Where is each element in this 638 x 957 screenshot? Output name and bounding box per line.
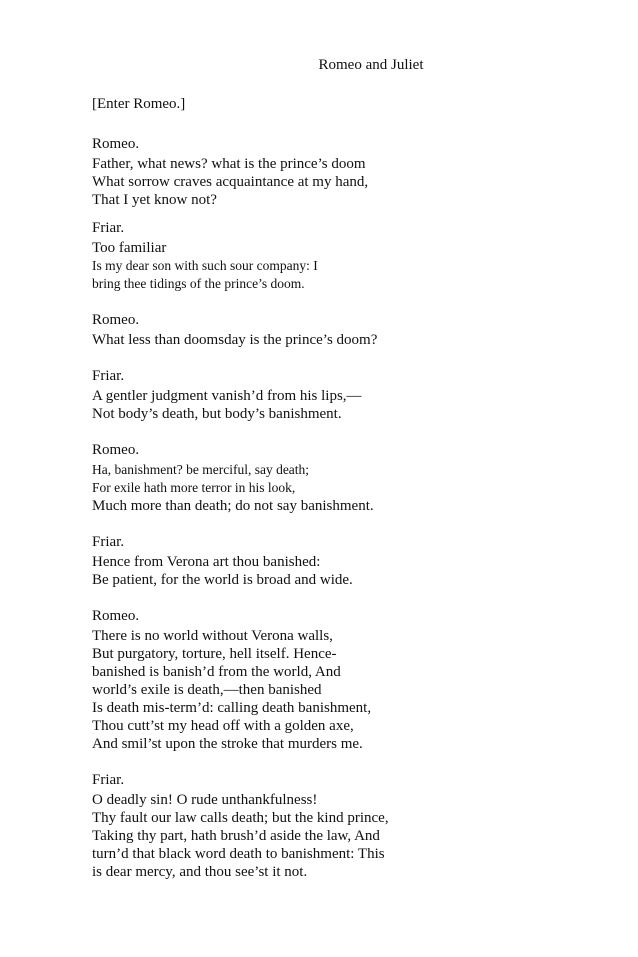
speech-block — [92, 770, 592, 881]
speech-block — [92, 218, 592, 293]
verse-line: There is no world without Verona walls, — [92, 628, 333, 644]
verse-line: A gentler judgment vanish’d from his lips,— — [92, 388, 362, 404]
speaker-name: Romeo. — [92, 608, 140, 624]
verse-line: Hence from Verona art thou banished: — [92, 554, 321, 570]
verse-line: Father, what news? what is the prince’s doom — [92, 156, 366, 172]
verse-line: For exile hath more terror in his look, — [92, 480, 296, 495]
verse-line: That I yet know not? — [92, 192, 217, 208]
speech-block — [92, 440, 592, 515]
verse-line: Not body’s death, but body’s banishment. — [92, 406, 342, 422]
speech-block — [92, 134, 592, 209]
verse-line: O deadly sin! O rude unthankfulness! — [92, 792, 318, 808]
verse-line: What sorrow craves acquaintance at my hand, — [92, 174, 369, 190]
verse-line: is dear mercy, and thou see’st it not. — [92, 864, 308, 880]
verse-line: And smil’st upon the stroke that murders me. — [92, 736, 363, 752]
speaker-name: Romeo. — [92, 442, 140, 458]
speaker-name: Friar. — [92, 772, 125, 788]
speaker-name: Friar. — [92, 534, 125, 550]
verse-line: bring thee tidings of the prince’s doom. — [92, 276, 305, 291]
page-title: Romeo and Juliet — [318, 57, 424, 73]
speaker-name: Romeo. — [92, 312, 140, 328]
verse-line: turn’d that black word death to banishment: This — [92, 846, 385, 862]
speech-block — [92, 532, 592, 589]
verse-line: Taking thy part, hath brush’d aside the law, And — [92, 828, 380, 844]
verse-line: Thou cutt’st my head off with a golden axe, — [92, 718, 354, 734]
speaker-name: Friar. — [92, 220, 125, 236]
verse-line: Ha, banishment? be merciful, say death; — [92, 462, 310, 477]
verse-line: Too familiar — [92, 240, 167, 256]
speaker-name: Friar. — [92, 368, 125, 384]
verse-line: banished is banish’d from the world, And — [92, 664, 341, 680]
speech-block — [92, 606, 592, 753]
speaker-name: Romeo. — [92, 136, 140, 152]
verse-line: Is my dear son with such sour company: I — [92, 258, 318, 273]
verse-line: world’s exile is death,—then banished — [92, 682, 322, 698]
stage-direction: [Enter Romeo.] — [92, 96, 186, 112]
verse-line: What less than doomsday is the prince’s doom? — [92, 332, 378, 348]
verse-line: Thy fault our law calls death; but the kind prince, — [92, 810, 389, 826]
verse-line: But purgatory, torture, hell itself. Hence- — [92, 646, 337, 662]
speech-block — [92, 310, 592, 349]
speech-block — [92, 366, 592, 423]
verse-line: Is death mis-term’d: calling death banishment, — [92, 700, 372, 716]
verse-line: Be patient, for the world is broad and wide. — [92, 572, 353, 588]
verse-line: Much more than death; do not say banishment. — [92, 498, 374, 514]
